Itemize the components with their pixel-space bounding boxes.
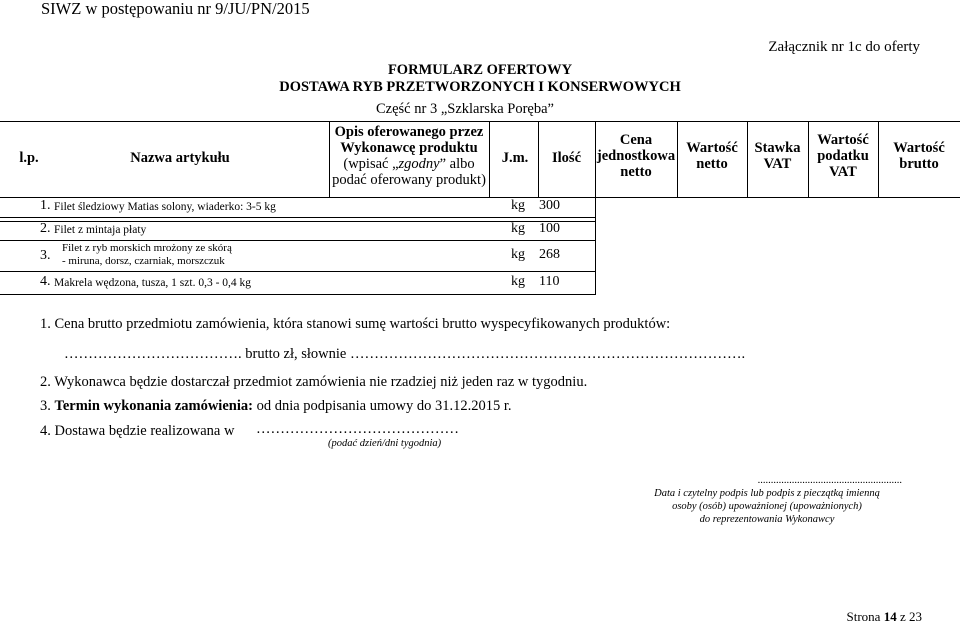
form-title-line2: DOSTAWA RYB PRZETWORZONYCH I KONSERWOWYCH	[279, 79, 681, 95]
col-vat-value-line1: Wartość	[817, 132, 869, 148]
row-lp: 3.	[40, 248, 51, 263]
grid-bottom-line	[0, 294, 596, 295]
col-vat-value-line3: VAT	[829, 164, 857, 180]
note-3-rest: od dnia podpisania umowy do 31.12.2015 r.	[252, 398, 512, 414]
form-title	[0, 62, 960, 96]
note-4-fill: ……………………………………	[256, 421, 459, 437]
grid-row-line	[0, 217, 596, 218]
signature-dots: .......................................................	[757, 475, 902, 486]
grid-top-line	[0, 121, 960, 122]
row-unit: kg	[511, 274, 525, 289]
signature-line1: Data i czytelny podpis lub podpis z pieczątką imienną	[654, 488, 880, 499]
col-net-value-line1: Wartość	[686, 140, 738, 156]
page-number-prefix: Strona	[846, 609, 884, 624]
row-name: Makrela wędzona, tusza, 1 szt. 0,3 - 0,4 kg	[54, 277, 252, 289]
col-quantity: Ilość	[552, 150, 581, 166]
row-name: Filet z mintaja płaty	[54, 224, 147, 236]
col-vat-value	[808, 132, 878, 180]
row-lp: 2.	[40, 221, 51, 236]
note-3-bold: Termin wykonania zamówienia:	[54, 398, 253, 414]
col-net-value-line2: netto	[696, 156, 728, 172]
row-quantity: 110	[539, 274, 560, 289]
page-number-total: 23	[909, 609, 922, 624]
row-name-line1: Filet z ryb morskich mrożony ze skórą	[62, 242, 232, 254]
col-vat-rate-line1: Stawka	[754, 140, 801, 156]
row-quantity: 268	[539, 247, 560, 262]
col-net-value	[677, 140, 747, 172]
col-unit-price	[595, 132, 677, 180]
row-quantity: 300	[539, 198, 560, 213]
page-number-mid: z	[896, 609, 909, 624]
grid-row-line	[0, 221, 596, 222]
row-lp: 4.	[40, 274, 51, 289]
col-gross-value-line1: Wartość	[893, 140, 945, 156]
col-name: Nazwa artykułu	[130, 150, 230, 166]
col-unit-price-line1: Cena	[619, 132, 653, 148]
grid-vline	[595, 197, 596, 294]
col-unit-price-line2: jednostkowa	[596, 148, 676, 164]
col-description-line3: (wpisać „zgodny” albo	[343, 156, 475, 172]
signature-line2: osoby (osób) upoważnionej (upoważnionych)	[672, 501, 862, 512]
col-description-zgodny: zgodny	[398, 156, 440, 172]
row-quantity: 100	[539, 221, 560, 236]
note-3	[40, 398, 512, 415]
col-vat-rate-line2: VAT	[763, 156, 792, 172]
row-unit: kg	[511, 247, 525, 262]
row-unit: kg	[511, 198, 525, 213]
grid-header-bottom	[0, 197, 960, 198]
row-name-line2: - miruna, dorsz, czarniak, morszczuk	[62, 255, 225, 267]
attachment-label: Załącznik nr 1c do oferty	[768, 39, 920, 55]
col-gross-value	[878, 140, 960, 172]
row-lp: 1.	[40, 198, 51, 213]
form-title-line1: FORMULARZ OFERTOWY	[387, 62, 573, 78]
col-unit: J.m.	[501, 150, 529, 166]
grid-row-line	[0, 271, 596, 272]
col-description-line4: podać oferowany produkt)	[332, 172, 486, 188]
note-1: 1. Cena brutto przedmiotu zamówienia, która stanowi sumę wartości brutto wyspecyfikowanych produktów:	[40, 316, 671, 332]
signature-block	[632, 474, 902, 526]
col-vat-value-line2: podatku	[817, 148, 869, 164]
col-description	[329, 124, 489, 188]
signature-line3: do reprezentowania Wykonawcy	[699, 514, 835, 525]
col-lp: l.p.	[19, 150, 39, 166]
col-description-line1: Opis oferowanego przez	[334, 124, 484, 140]
col-gross-value-line2: brutto	[899, 156, 939, 172]
col-unit-price-line3: netto	[620, 164, 652, 180]
row-name: Filet śledziowy Matias solony, wiaderko: 3-5 kg	[54, 201, 276, 213]
note-2: 2. Wykonawca będzie dostarczał przedmiot zamówienia nie rzadziej niż jeden raz w tygodniu.	[40, 374, 588, 390]
grid-row-line	[0, 240, 596, 241]
grid-vline	[489, 121, 490, 197]
note-1-fill: ………………………………. brutto zł, słownie ……………………………………………………………………….	[64, 346, 746, 362]
note-3-prefix: 3.	[40, 398, 55, 414]
page-number-current: 14	[883, 609, 897, 624]
col-vat-rate	[747, 140, 808, 172]
col-description-line2: Wykonawcę produktu	[340, 140, 478, 156]
row-unit: kg	[511, 221, 525, 236]
form-part: Część nr 3 „Szklarska Poręba”	[376, 101, 554, 117]
note-4-hint: (podać dzień/dni tygodnia)	[328, 438, 442, 449]
note-4: 4. Dostawa będzie realizowana w	[40, 423, 235, 439]
document-header: SIWZ w postępowaniu nr 9/JU/PN/2015	[41, 0, 310, 18]
